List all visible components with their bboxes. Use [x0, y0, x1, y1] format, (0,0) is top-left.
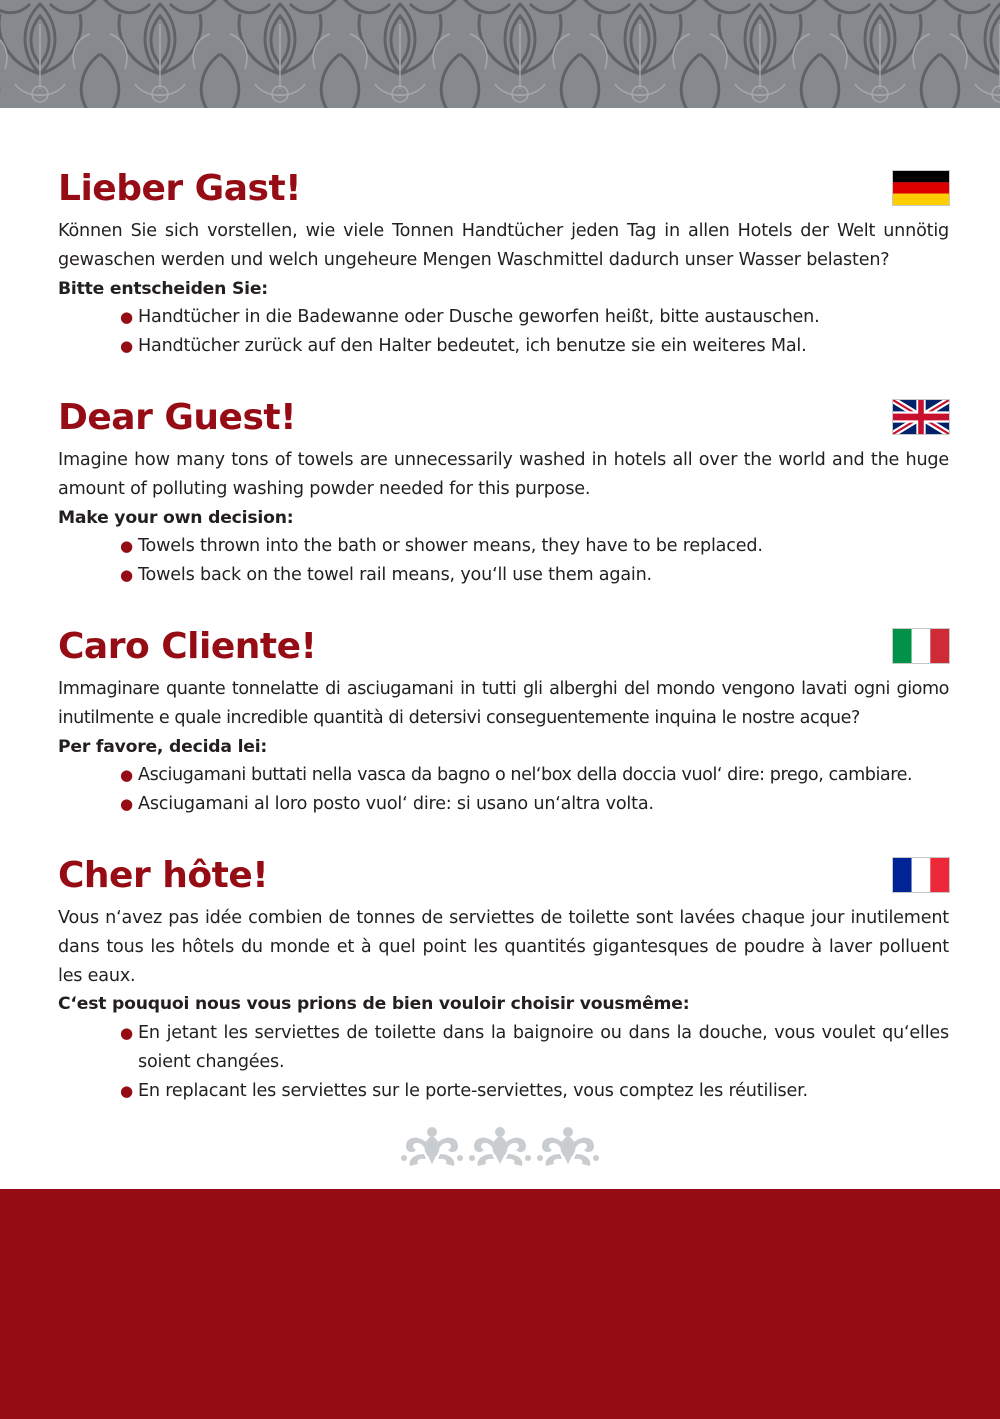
germany-flag-icon [893, 171, 949, 205]
bullet-list [58, 303, 949, 361]
ornamental-pattern [0, 0, 1000, 108]
section-decision-label: Bitte entscheiden Sie: [58, 278, 268, 299]
section-decision-label: Per favore, decida lei: [58, 736, 268, 757]
section-french [58, 856, 949, 1106]
section-italian [58, 627, 949, 819]
footer-band [0, 1189, 1000, 1419]
list-item: ● Handtücher in die Badewanne oder Dusche geworfen heißt, bitte austauschen. [120, 303, 949, 332]
decorative-header-band [0, 0, 1000, 108]
section-intro: Immaginare quante tonnelatte di asciugamani in tutti gli alberghi del mondo vengono lavati ogni giomo inutilmente e quale incredible quantità di detersivi conseguentemente inquina le nostre acque? [58, 679, 949, 728]
bullet-list [58, 761, 949, 819]
bullet-icon: ● [120, 566, 133, 585]
section-heading: Dear Guest! [58, 397, 297, 438]
list-item: ● Asciugamani buttati nella vasca da bagno o nel‘box della doccia vuol‘ dire: prego, cambiare. [120, 761, 949, 790]
bullet-list [58, 532, 949, 590]
bullet-list [58, 1019, 949, 1105]
section-heading: Caro Cliente! [58, 626, 317, 667]
list-item: ● En replacant les serviettes sur le porte-serviettes, vous comptez les réutiliser. [120, 1077, 949, 1106]
section-german [58, 169, 949, 361]
section-intro: Können Sie sich vorstellen, wie viele Tonnen Handtücher jeden Tag in allen Hotels der Welt unnötig gewaschen werden und welch ungeheure Mengen Waschmittel dadurch unser Wasser belasten? [58, 221, 949, 270]
bullet-icon: ● [120, 766, 133, 785]
list-item: ● Asciugamani al loro posto vuol‘ dire: si usano un‘altra volta. [120, 790, 949, 819]
section-decision-label: C‘est pouquoi nous vous prions de bien vouloir choisir vousmême: [58, 994, 690, 1015]
bullet-icon: ● [120, 795, 133, 814]
list-item: ● Towels back on the towel rail means, you‘ll use them again. [120, 561, 949, 590]
list-item: ● Handtücher zurück auf den Halter bedeutet, ich benutze sie ein weiteres Mal. [120, 332, 949, 361]
section-intro: Vous n‘avez pas idée combien de tonnes de serviettes de toilette sont lavées chaque jour inutilement dans tous les hôtels du monde et à quel point les quantités gigantesques de poudre à laver polluent les eaux. [58, 908, 949, 986]
section-heading: Lieber Gast! [58, 168, 302, 209]
bullet-icon: ● [120, 1024, 133, 1043]
bullet-icon: ● [120, 1081, 133, 1100]
section-english [58, 398, 949, 590]
list-item: ● En jetant les serviettes de toilette dans la baignoire ou dans la douche, vous voulet qu‘elles soient changées. [120, 1019, 949, 1077]
bullet-icon: ● [120, 537, 133, 556]
bullet-icon: ● [120, 337, 133, 356]
ornament-divider-icon [398, 1124, 602, 1168]
france-flag-icon [893, 858, 949, 892]
italy-flag-icon [893, 629, 949, 663]
uk-flag-icon [893, 400, 949, 434]
section-heading: Cher hôte! [58, 855, 269, 896]
list-item: ● Towels thrown into the bath or shower means, they have to be replaced. [120, 532, 949, 561]
section-intro: Imagine how many tons of towels are unnecessarily washed in hotels all over the world and the huge amount of polluting washing powder needed for this purpose. [58, 450, 949, 499]
bullet-icon: ● [120, 308, 133, 327]
section-decision-label: Make your own decision: [58, 507, 294, 528]
